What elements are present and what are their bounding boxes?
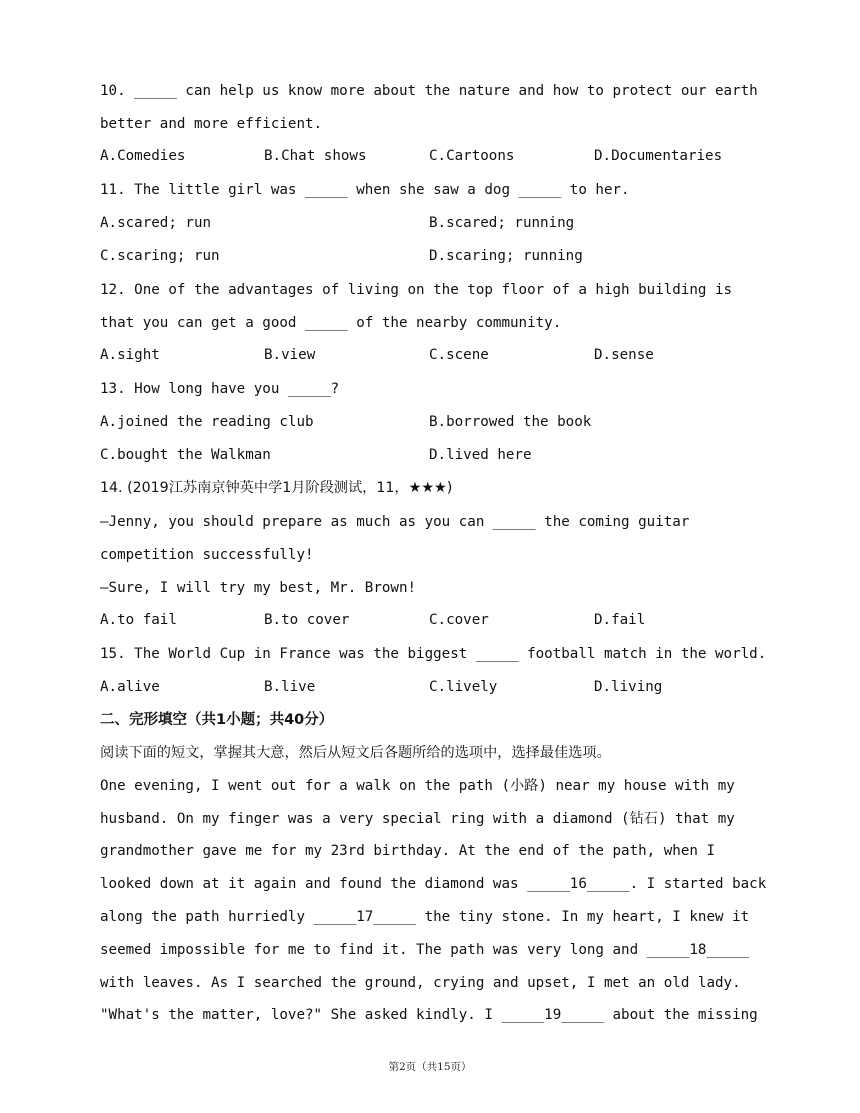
passage-line-6: seemed impossible for me to find it. The path was very long and _____18_____	[100, 942, 750, 958]
question-14-stem-line-1: —Jenny, you should prepare as much as you can _____ the coming guitar	[100, 514, 690, 530]
question-14-option-d: D.fail	[594, 612, 646, 628]
passage-line-7: with leaves. As I searched the ground, crying and upset, I met an old lady.	[100, 975, 741, 991]
question-14-option-b: B.to cover	[264, 612, 350, 628]
passage-line-8: "What's the matter, love?" She asked kindly. I _____19_____ about the missing	[100, 1007, 758, 1023]
question-14-stem-line-3: —Sure, I will try my best, Mr. Brown!	[100, 580, 417, 596]
question-15-stem: 15. The World Cup in France was the biggest _____ football match in the world.	[100, 646, 767, 662]
question-14-option-a: A.to fail	[100, 612, 177, 628]
question-12-option-a: A.sight	[100, 347, 160, 363]
passage-line-1: One evening, I went out for a walk on the path (小路) near my house with my	[100, 778, 735, 794]
page-footer: 第2页（共15页）	[388, 1061, 472, 1073]
question-13-option-c: C.bought the Walkman	[100, 447, 271, 463]
question-14-stem-line-2: competition successfully!	[100, 547, 314, 563]
question-12-option-d: D.sense	[594, 347, 654, 363]
question-13-option-a: A.joined the reading club	[100, 414, 314, 430]
question-10-stem-line-1: 10. _____ can help us know more about the nature and how to protect our earth	[100, 83, 758, 99]
question-11-option-d: D.scaring; running	[429, 248, 583, 264]
question-15-option-b: B.live	[264, 679, 316, 695]
question-14-source: 14. (2019江苏南京钟英中学1月阶段测试，11，★★★)	[100, 480, 453, 496]
passage-line-4: looked down at it again and found the diamond was _____16_____. I started back	[100, 876, 767, 892]
question-12-stem-line-1: 12. One of the advantages of living on the top floor of a high building is	[100, 282, 733, 298]
question-10-option-c: C.Cartoons	[429, 148, 515, 164]
question-15-option-d: D.living	[594, 679, 663, 695]
question-10-option-b: B.Chat shows	[264, 148, 367, 164]
question-11-option-a: A.scared; run	[100, 215, 212, 231]
question-10-stem-line-2: better and more efficient.	[100, 116, 323, 132]
question-15-option-a: A.alive	[100, 679, 160, 695]
question-11-option-b: B.scared; running	[429, 215, 575, 231]
passage-line-5: along the path hurriedly _____17_____ the tiny stone. In my heart, I knew it	[100, 909, 750, 925]
question-10-option-d: D.Documentaries	[594, 148, 723, 164]
question-11-stem: 11. The little girl was _____ when she saw a dog _____ to her.	[100, 182, 630, 198]
question-13-option-d: D.lived here	[429, 447, 532, 463]
question-11-option-c: C.scaring; run	[100, 248, 220, 264]
question-12-stem-line-2: that you can get a good _____ of the nearby community.	[100, 315, 562, 331]
question-15-option-c: C.lively	[429, 679, 498, 695]
section-instruction: 阅读下面的短文，掌握其大意，然后从短文后各题所给的选项中，选择最佳选项。	[100, 745, 611, 761]
section-heading: 二、完形填空（共1小题；共40分）	[100, 712, 334, 728]
question-14-option-c: C.cover	[429, 612, 489, 628]
passage-line-3: grandmother gave me for my 23rd birthday. At the end of the path, when I	[100, 843, 715, 859]
question-12-option-b: B.view	[264, 347, 316, 363]
question-12-option-c: C.scene	[429, 347, 489, 363]
question-13-stem: 13. How long have you _____?	[100, 381, 340, 397]
question-13-option-b: B.borrowed the book	[429, 414, 592, 430]
passage-line-2: husband. On my finger was a very special ring with a diamond (钻石) that my	[100, 811, 735, 827]
question-10-option-a: A.Comedies	[100, 148, 186, 164]
